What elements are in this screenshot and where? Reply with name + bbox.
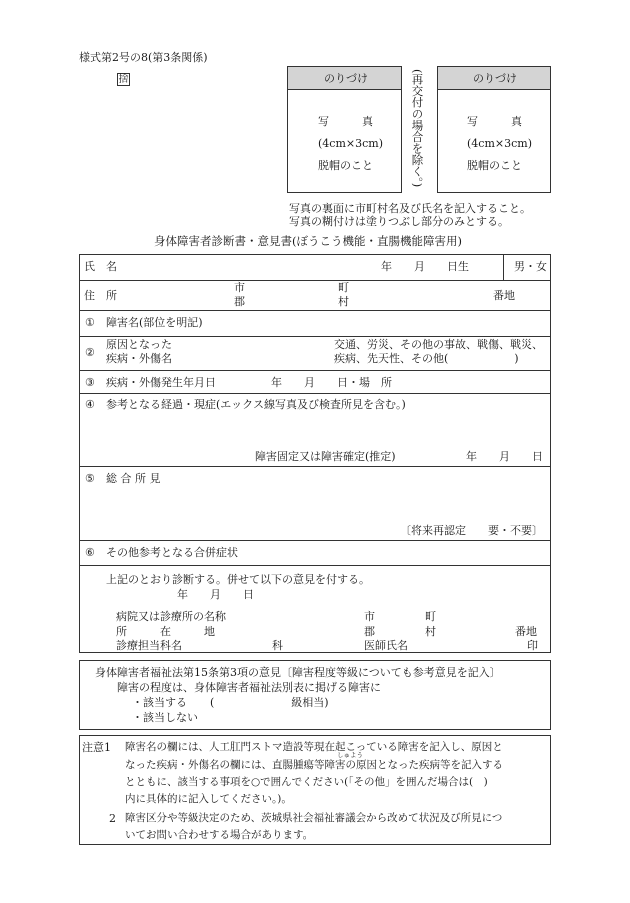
row-number-3: ③ <box>85 376 95 389</box>
ruby-reading: しゅよう <box>337 751 363 759</box>
history-label: 参考となる経過・現症(エックス線写真及び検査所見を含む。) <box>106 398 406 411</box>
photo-note-2: 写真の糊付けは塗りつぶし部分のみとする。 <box>289 215 509 228</box>
doctor-name-label: 医師氏名 <box>364 639 408 652</box>
notes-label: 注意1 <box>82 741 111 754</box>
row-number-5: ⑤ <box>85 472 95 485</box>
photo-label-right: 写 真 <box>467 115 522 128</box>
fixed-disability-date: 年 月 日 <box>466 450 543 463</box>
row-number-4: ④ <box>85 398 95 411</box>
address-town: 町 <box>338 281 349 294</box>
hospital-location-label: 所 在 地 <box>116 625 215 638</box>
disability-name-label: 障害名(部位を明記) <box>106 316 203 329</box>
hospital-town: 町 <box>425 610 436 623</box>
photo-note-left: 脱帽のこと <box>318 159 373 172</box>
note-2-line-2: いてお問い合わせする場合があります。 <box>125 829 314 841</box>
recertification-label: 〔将来再認定 要・不要〕 <box>400 524 543 537</box>
address-label: 住 所 <box>84 289 117 302</box>
cause-options-line2: 疾病、先天性、その他( ) <box>334 352 519 365</box>
row-number-2: ② <box>85 346 95 359</box>
department-suffix: 科 <box>272 639 283 652</box>
address-banchi: 番地 <box>493 289 515 302</box>
address-city: 市 <box>234 281 245 294</box>
photo-note-1: 写真の裏面に市町村名及び氏名を記入すること。 <box>289 202 531 215</box>
stamp-mark: 捨 <box>118 74 129 85</box>
photo-header-text-left: のりづけ <box>324 72 368 85</box>
hospital-city: 市 <box>364 610 375 623</box>
name-input[interactable] <box>130 256 370 276</box>
department-label: 診療担当科名 <box>116 639 182 652</box>
opinion-line: 障害の程度は、身体障害者福祉法別表に掲げる障害に <box>117 681 381 694</box>
reissue-exception-note: (再交付の場合を除く。) <box>410 69 425 188</box>
photo-size-right: (4cm×3cm) <box>467 137 532 150</box>
cause-label-line2: 疾病・外傷名 <box>106 352 172 365</box>
note-1-line-3: とともに、該当する事項を○で囲んでください(「その他」を囲んだ場合は( ) <box>125 776 488 788</box>
name-label: 氏 名 <box>84 260 117 273</box>
row-number-6: ⑥ <box>85 546 95 559</box>
cause-label-line1: 原因となった <box>106 338 172 351</box>
diagnosis-date: 年 月 日 <box>177 588 254 601</box>
form-number: 様式第2号の8(第3条関係) <box>79 51 208 64</box>
photo-header-text-right: のりづけ <box>473 72 517 85</box>
photo-label-left: 写 真 <box>318 115 373 128</box>
seal-mark: 印 <box>527 639 538 652</box>
sex-select[interactable]: 男・女 <box>514 260 547 273</box>
cause-options-line1: 交通、労災、その他の事故、戦傷、戦災、 <box>334 338 543 351</box>
complications-label: その他参考となる合併症状 <box>106 546 238 559</box>
hospital-name-label: 病院又は診療所の名称 <box>116 610 226 623</box>
row-number-1: ① <box>85 316 95 329</box>
option-applicable[interactable]: ・該当する <box>132 696 187 709</box>
photo-box-left <box>287 66 402 193</box>
hospital-county: 郡 <box>364 625 375 638</box>
photo-note-right: 脱帽のこと <box>467 159 522 172</box>
address-county: 郡 <box>234 295 245 308</box>
hospital-banchi: 番地 <box>515 625 537 638</box>
diagnosis-statement: 上記のとおり診断する。併せて以下の意見を付する。 <box>106 573 370 586</box>
form-title: 身体障害者診断書・意見書(ぼうこう機能・直腸機能障害用) <box>154 234 462 248</box>
note-1-line-2: なった疾病・外傷名の欄には、直腸腫瘍等障害の原因となった疾病等を記入する <box>125 759 503 771</box>
address-village: 村 <box>338 295 349 308</box>
note-1-line-4: 内に具体的に記入してください。)。 <box>125 793 292 805</box>
overall-findings-label: 総 合 所 見 <box>106 472 161 485</box>
birth-date: 年 月 日生 <box>381 260 469 273</box>
hospital-village: 村 <box>425 625 436 638</box>
note-1-line-1: 障害名の欄には、人工肛門ストマ造設等現在起こっている障害を記入し、原因と <box>125 741 503 753</box>
fixed-disability-label: 障害固定又は障害確定(推定) <box>255 450 396 463</box>
opinion-title: 身体障害者福祉法第15条第3項の意見〔障害程度等級についても参考意見を記入〕 <box>95 666 501 679</box>
photo-box-right <box>437 66 551 193</box>
note-2-number: 2 <box>109 812 116 825</box>
option-not-applicable[interactable]: ・該当しない <box>132 711 198 724</box>
note-2-line-1: 障害区分や等級決定のため、茨城県社会福祉審議会から改めて状況及び所見につ <box>125 812 503 824</box>
grade-equivalent: ( 級相当) <box>210 696 329 709</box>
onset-date-label: 疾病・外傷発生年月日 年 月 日・場 所 <box>106 376 392 389</box>
photo-size-left: (4cm×3cm) <box>318 137 383 150</box>
